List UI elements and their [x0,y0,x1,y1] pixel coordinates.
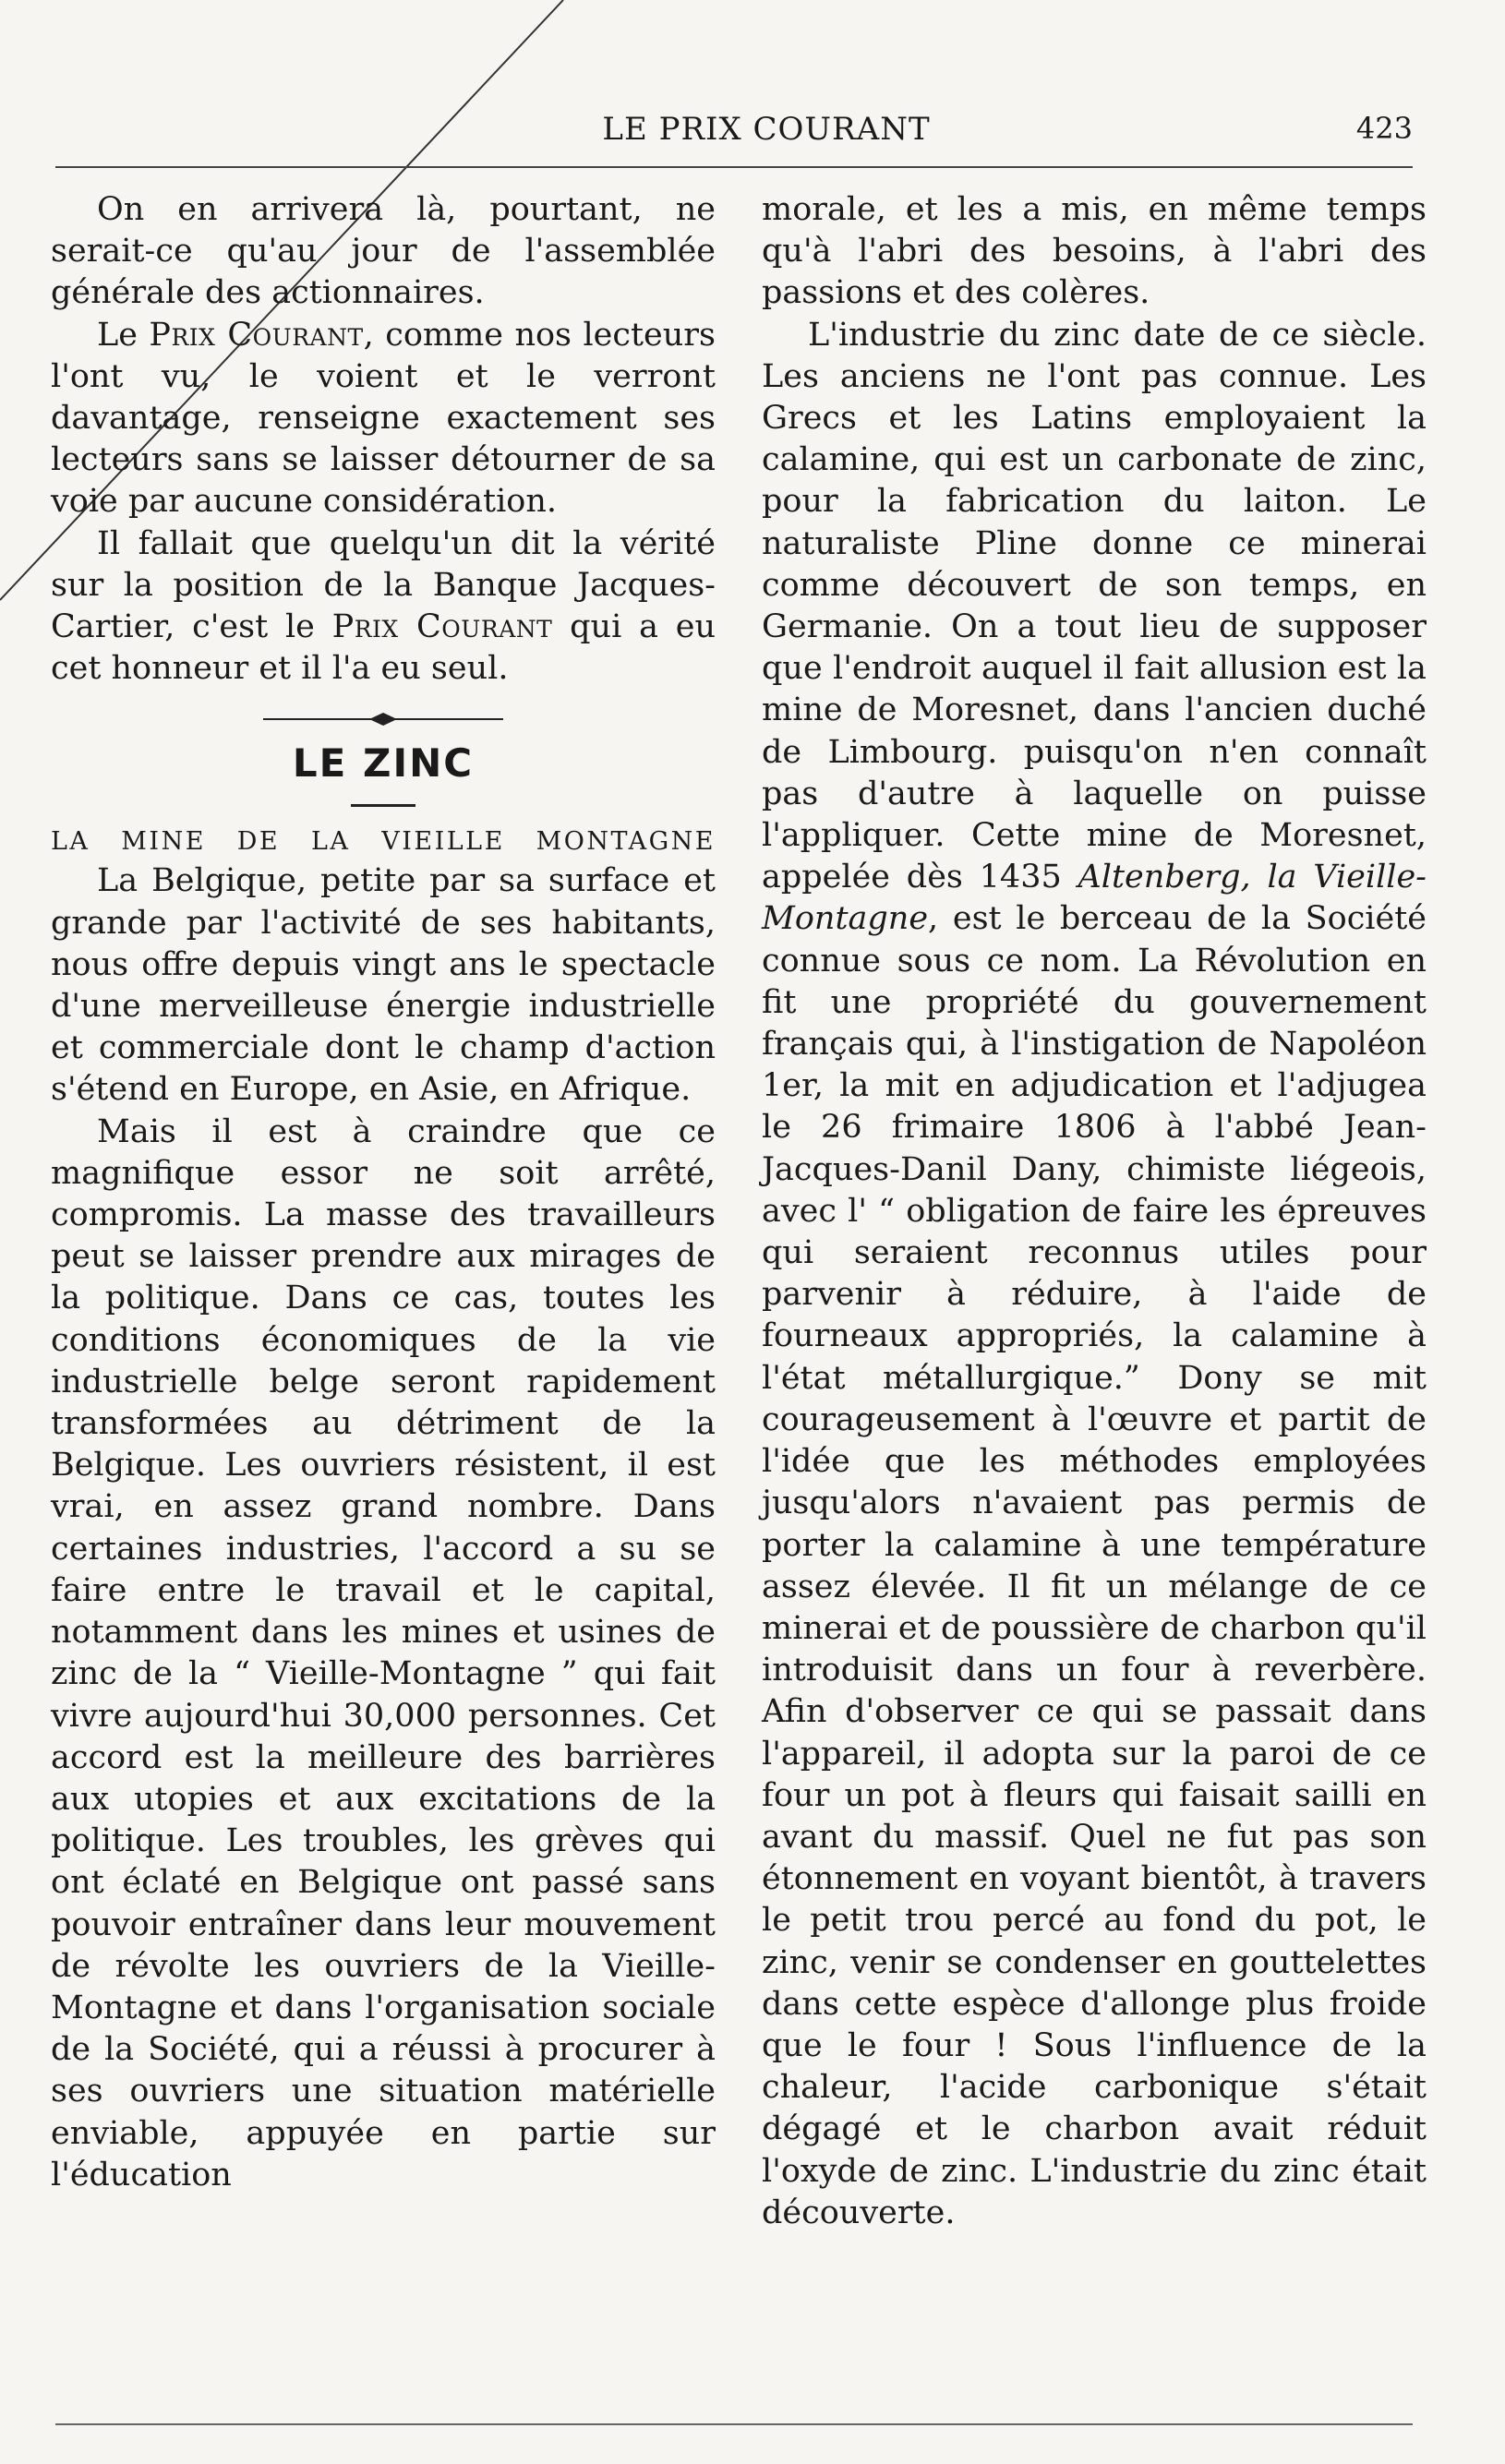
header-rule [55,166,1413,168]
paragraph: L'industrie du zinc date de ce siècle. Les anciens ne l'ont pas connue. Les Grecs et les Latins employaient la calamine, qui est un carbonate de zinc, pour la fabrication du laiton. Le naturaliste Pline donne ce minerai comme découvert de son temps, en Germanie. On a tout lieu de supposer que l'endroit auquel il fait allusion est la mine de Moresnet, dans l'ancien duché de Limbourg. puisqu'on n'en connaît pas d'autre à laquelle on puisse l'appliquer. Cette mine de Moresnet, appelée dès 1435 Altenberg, la Vieille-Montagne, est le berceau de la Société connue sous ce nom. La Révolution en fit une propriété du gouvernement français qui, à l'instigation de Napoléon 1er, la mit en adjudication et l'adjugea le 26 frimaire 1806 à l'abbé Jean-Jacques-Danil Dany, chimiste liégeois, avec l' “ obligation de faire les épreuves qui seraient reconnus utiles pour parvenir à réduire, à l'aide de fourneaux appropriés, la calamine à l'état métallurgique.” Dony se mit courageusement à l'œuvre et partit de l'idée que les méthodes employées jusqu'alors n'avaient pas permis de porter la calamine à une température assez élevée. Il fit un mélange de ce minerai et de poussière de charbon qu'il introduisit dans un four à reverbère. Afin d'observer ce qui se passait dans l'appareil, il adopta sur la paroi de ce four un pot à fleurs qui faisait sailli en avant du massif. Quel ne fut pas son étonnement en voyant bientôt, à travers le petit trou percé au fond du pot, le zinc, venir se condenser en gouttelettes dans cette espèce d'allonge plus froide que le four ! Sous l'influence de la chaleur, l'acide carbonique s'était dégagé et le charbon avait réduit l'oxyde de zinc. L'industrie du zinc était découverte. [762,316,1427,2231]
section-ornament [263,710,503,728]
italic-name: Altenberg, la Vieille-Montagne [762,859,1427,938]
heading-rule [351,804,415,807]
section-heading: LE ZINC [292,740,475,787]
footer-rule [55,2423,1413,2425]
publication-name: Prix Courant [331,608,553,646]
section-subheading: LA MINE DE LA VIEILLE MONTAGNE [51,827,716,857]
publication-name: Prix Courant [149,316,364,354]
paragraph: Le Prix Courant, comme nos lecteurs l'ont vu, le voient et le verront davantage, renseigne exactement ses lecteurs sans se laisser détourner de sa voie par aucune considération. [51,316,716,521]
paragraph: On en arrivera là, pourtant, ne serait-ce qu'au jour de l'assemblée générale des actionnaires. [51,191,716,312]
page-header [55,111,1413,166]
left-column [51,189,716,2196]
paragraph: Il fallait que quelqu'un dit la vérité sur la position de la Banque Jacques-Cartier, c'est le Prix Courant qui a eu cet honneur et il l'a eu seul. [51,524,716,688]
paragraph: Mais il est à craindre que ce magnifique essor ne soit arrêté, compromis. La masse des travailleurs peut se laisser prendre aux mirages de la politique. Dans ce cas, toutes les conditions économiques de la vie industrielle belge seront rapidement transformées au détriment de la Belgique. Les ouvriers résistent, il est vrai, en assez grand nombre. Dans certaines industries, l'accord a su se faire entre le travail et le capital, notamment dans les mines et usines de zinc de la “ Vieille-Montagne ” qui fait vivre aujourd'hui 30,000 personnes. Cet accord est la meilleure des barrières aux utopies et aux excitations de la politique. Les troubles, les grèves qui ont éclaté en Belgique ont passé sans pouvoir entraîner dans leur mouvement de révolte les ouvriers de la Vieille-Montagne et dans l'organisation sociale de la Société, qui a réussi à procurer à ses ouvriers une situation matérielle enviable, appuyée en partie sur l'éducation [51,1112,716,2194]
right-column [762,189,1427,2234]
paragraph: La Belgique, petite par sa surface et grande par l'activité de ses habitants, nous offre depuis vingt ans le spectacle d'une merveilleuse énergie industrielle et commerciale dont le champ d'action s'étend en Europe, en Asie, en Afrique. [51,862,716,1109]
running-title: LE PRIX COURANT [602,111,931,148]
page-number: 423 [1355,111,1413,146]
paragraph: morale, et les a mis, en même temps qu'à l'abri des besoins, à l'abri des passions et des colères. [762,191,1427,312]
